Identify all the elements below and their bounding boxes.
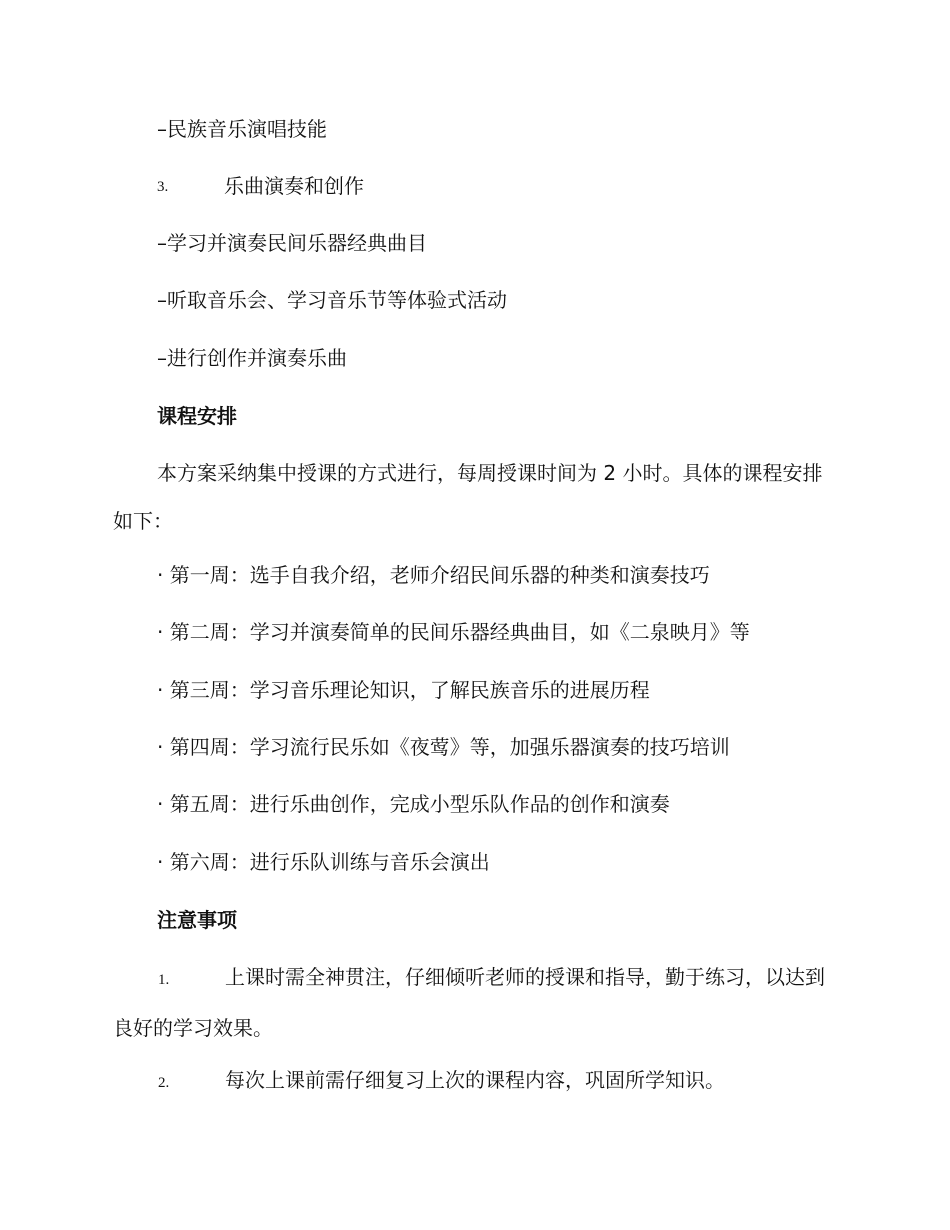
list-number: 3.: [157, 179, 169, 195]
list-item: · 第五周：进行乐曲创作，完成小型乐队作品的创作和演奏: [157, 792, 670, 816]
list-item: · 第二周：学习并演奏简单的民间乐器经典曲目，如《二泉映月》等: [157, 620, 750, 644]
paragraph-text: 每次上课前需仔细复习上次的课程内容，巩固所学知识。: [225, 1068, 725, 1092]
list-item: · 第四周：学习流行民乐如《夜莺》等，加强乐器演奏的技巧培训: [157, 735, 730, 759]
list-item: –进行创作并演奏乐曲: [157, 346, 347, 370]
numbered-paragraph: [113, 1056, 835, 1107]
section-heading: 注意事项: [157, 908, 237, 932]
list-item: · 第六周：进行乐队训练与音乐会演出: [157, 850, 490, 874]
paragraph-text: 上课时需全神贯注，仔细倾听老师的授课和指导，勤于练习，以达到良好的学习效果。: [113, 965, 825, 1040]
list-item: · 第一周：选手自我介绍，老师介绍民间乐器的种类和演奏技巧: [157, 563, 710, 587]
section-heading: 课程安排: [157, 404, 237, 428]
paragraph: 本方案采纳集中授课的方式进行，每周授课时间为 2 小时。具体的课程安排如下：: [113, 461, 823, 533]
list-item: –学习并演奏民间乐器经典曲目: [157, 231, 427, 255]
list-item: –听取音乐会、学习音乐节等体验式活动: [157, 288, 507, 312]
list-number: 1.: [158, 972, 170, 988]
list-item: –民族音乐演唱技能: [157, 117, 327, 141]
numbered-paragraph: [113, 953, 835, 1052]
list-item: · 第三周：学习音乐理论知识，了解民族音乐的进展历程: [157, 678, 650, 702]
list-item: 乐曲演奏和创作: [224, 174, 364, 198]
list-number: 2.: [158, 1075, 170, 1091]
